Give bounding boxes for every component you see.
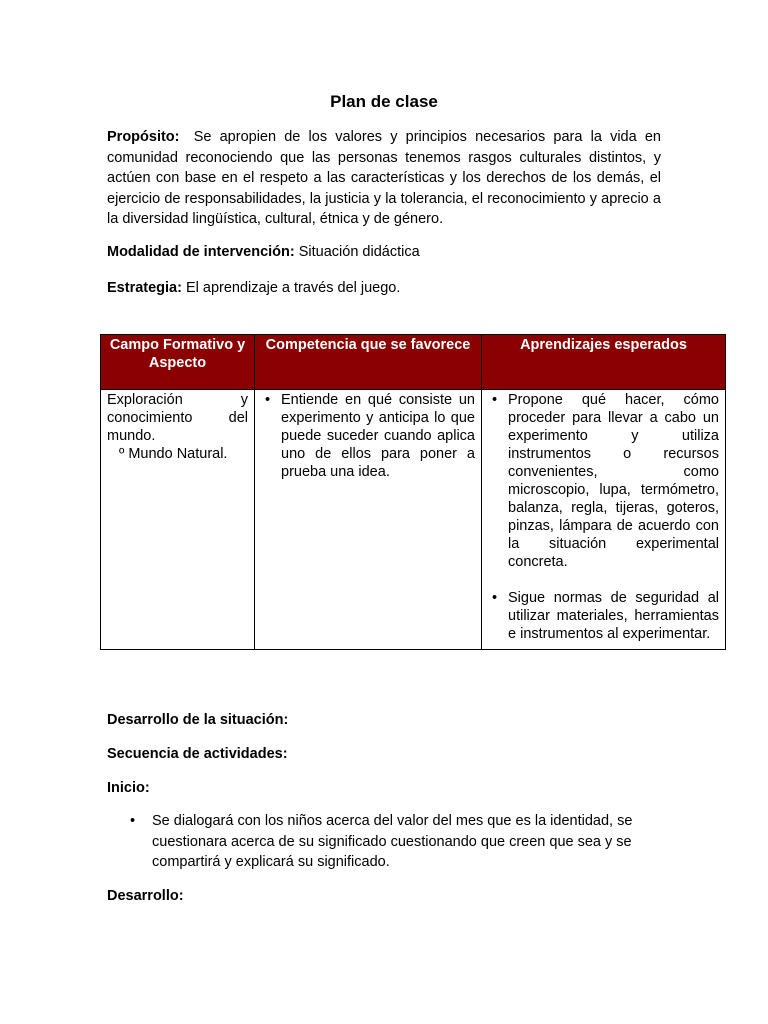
inicio-list-item: • Se dialogará con los niños acerca del valor del mes que es la identidad, se cuestionara acerca de su significado cuestionando que creen que sea y se compartirá y explicará su significado. <box>152 811 661 873</box>
desarrollo-heading: Desarrollo: <box>107 888 184 904</box>
plan-table <box>100 334 726 650</box>
competencia-list <box>261 391 475 481</box>
purpose-paragraph <box>107 127 661 230</box>
purpose-text: Se apropien de los valores y principios necesarios para la vida en comunidad reconociendo que las personas tenemos rasgos culturales distintos, y actúen con base en el respeto a las características y los derechos de los demás, el ejercicio de responsabilidades, la justicia y la tolerancia, el reconocimiento y aprecio a la diversidad lingüística, cultural, étnica y de género. <box>107 129 661 227</box>
list-item: • Sigue normas de seguridad al utilizar materiales, herramientas e instrumentos al experimentar. <box>508 589 719 643</box>
purpose-label: Propósito: <box>107 129 180 145</box>
modalidad-text: Situación didáctica <box>298 244 420 260</box>
header-competencia: Competencia que se favorece <box>255 335 482 390</box>
cell-competencia <box>255 390 482 650</box>
secuencia-heading: Secuencia de actividades: <box>107 746 288 762</box>
cell-campo <box>101 390 255 650</box>
modalidad-label: Modalidad de intervención: <box>107 244 295 260</box>
modalidad-paragraph <box>107 242 661 263</box>
estrategia-paragraph <box>107 278 661 299</box>
header-campo-formativo: Campo Formativo y Aspecto <box>101 335 255 390</box>
list-item: • Entiende en qué consiste un experimento y anticipa lo que puede suceder cuando aplica uno de ellos para poner a prueba una idea. <box>281 391 475 481</box>
aprendizajes-list <box>488 391 719 643</box>
page-title: Plan de clase <box>330 92 438 111</box>
estrategia-label: Estrategia: <box>107 280 182 296</box>
desarrollo-situacion-heading: Desarrollo de la situación: <box>107 712 289 728</box>
estrategia-text: El aprendizaje a través del juego. <box>185 280 401 296</box>
table-row <box>101 390 726 650</box>
cell-aprendizajes <box>482 390 726 650</box>
campo-text: Exploración y conocimiento del mundo. <box>107 392 248 444</box>
header-aprendizajes: Aprendizajes esperados <box>482 335 726 390</box>
aspecto-text: º Mundo Natural. <box>119 446 228 462</box>
list-item: • Propone qué hacer, cómo proceder para llevar a cabo un experimento y utiliza instrumentos o recursos convenientes, como microscopio, lupa, termómetro, balanza, regla, tijeras, goteros, pinzas, lámpara de acuerdo con la situación experimental concreta. <box>508 391 719 571</box>
inicio-heading: Inicio: <box>107 780 150 796</box>
table-header-row <box>101 335 726 390</box>
